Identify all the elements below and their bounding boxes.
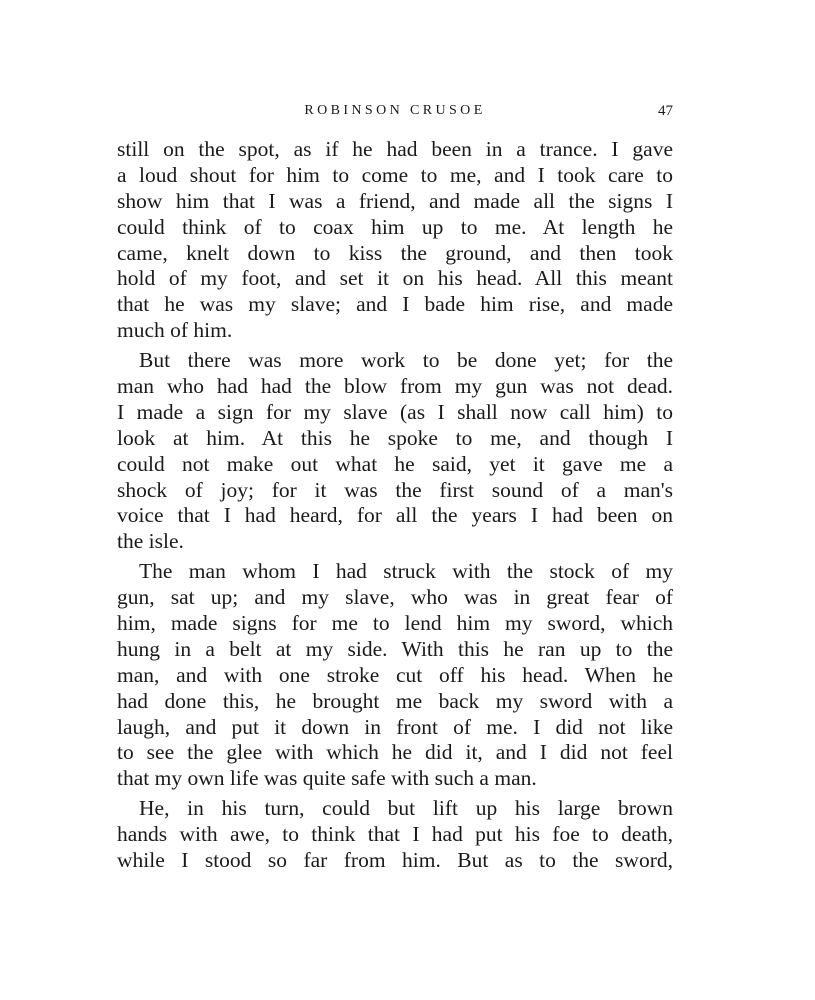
text-line: gun, sat up; and my slave, who was in great fear of <box>117 585 673 610</box>
text-line: came, knelt down to kiss the ground, and then took <box>117 240 673 265</box>
text-line: much of him. <box>117 318 233 343</box>
paragraph <box>117 137 673 344</box>
text-line: that my own life was quite safe with such a man. <box>117 766 537 791</box>
text-line: He, in his turn, could but lift up his large brown <box>139 796 673 821</box>
text-line: had done this, he brought me back my sword with a <box>117 688 673 713</box>
text-line: still on the spot, as if he had been in a trance. I gave <box>117 137 673 161</box>
text-line: hung in a belt at my side. With this he ran up to the <box>117 636 673 661</box>
running-title: ROBINSON CRUSOE <box>304 103 486 118</box>
paragraph <box>117 796 673 874</box>
text-line: shock of joy; for it was the first sound of a man's <box>117 477 673 502</box>
text-line: I made a sign for my slave (as I shall now call him) to <box>117 399 673 424</box>
text-line: man, and with one stroke cut off his head. When he <box>117 662 673 687</box>
text-line: while I stood so far from him. But as to the sword, <box>117 848 673 873</box>
text-line: laugh, and put it down in front of me. I did not like <box>117 714 673 739</box>
text-line: voice that I had heard, for all the years I had been on <box>117 503 673 528</box>
text-line: a loud shout for him to come to me, and I took care to <box>117 162 673 187</box>
running-head <box>117 103 673 123</box>
text-line: show him that I was a friend, and made all the signs I <box>117 188 673 213</box>
text-line: him, made signs for me to lend him my sword, which <box>117 611 673 636</box>
text-line: could think of to coax him up to me. At length he <box>117 214 673 239</box>
text-line: the isle. <box>117 529 184 554</box>
text-line: to see the glee with which he did it, and I did not feel <box>117 740 673 765</box>
page-number: 47 <box>658 103 673 119</box>
text-line: The man whom I had struck with the stock of my <box>139 559 673 584</box>
text-line: that he was my slave; and I bade him rise, and made <box>117 292 673 317</box>
text-line: could not make out what he said, yet it gave me a <box>117 451 673 476</box>
text-line: But there was more work to be done yet; for the <box>139 348 673 373</box>
paragraph <box>117 348 673 555</box>
body-text <box>117 137 673 874</box>
text-line: man who had had the blow from my gun was not dead. <box>117 374 673 399</box>
text-line: look at him. At this he spoke to me, and though I <box>117 425 673 450</box>
text-line: hands with awe, to think that I had put his foe to death, <box>117 822 673 847</box>
text-line: hold of my foot, and set it on his head. All this meant <box>117 266 673 291</box>
paragraph <box>117 559 673 792</box>
